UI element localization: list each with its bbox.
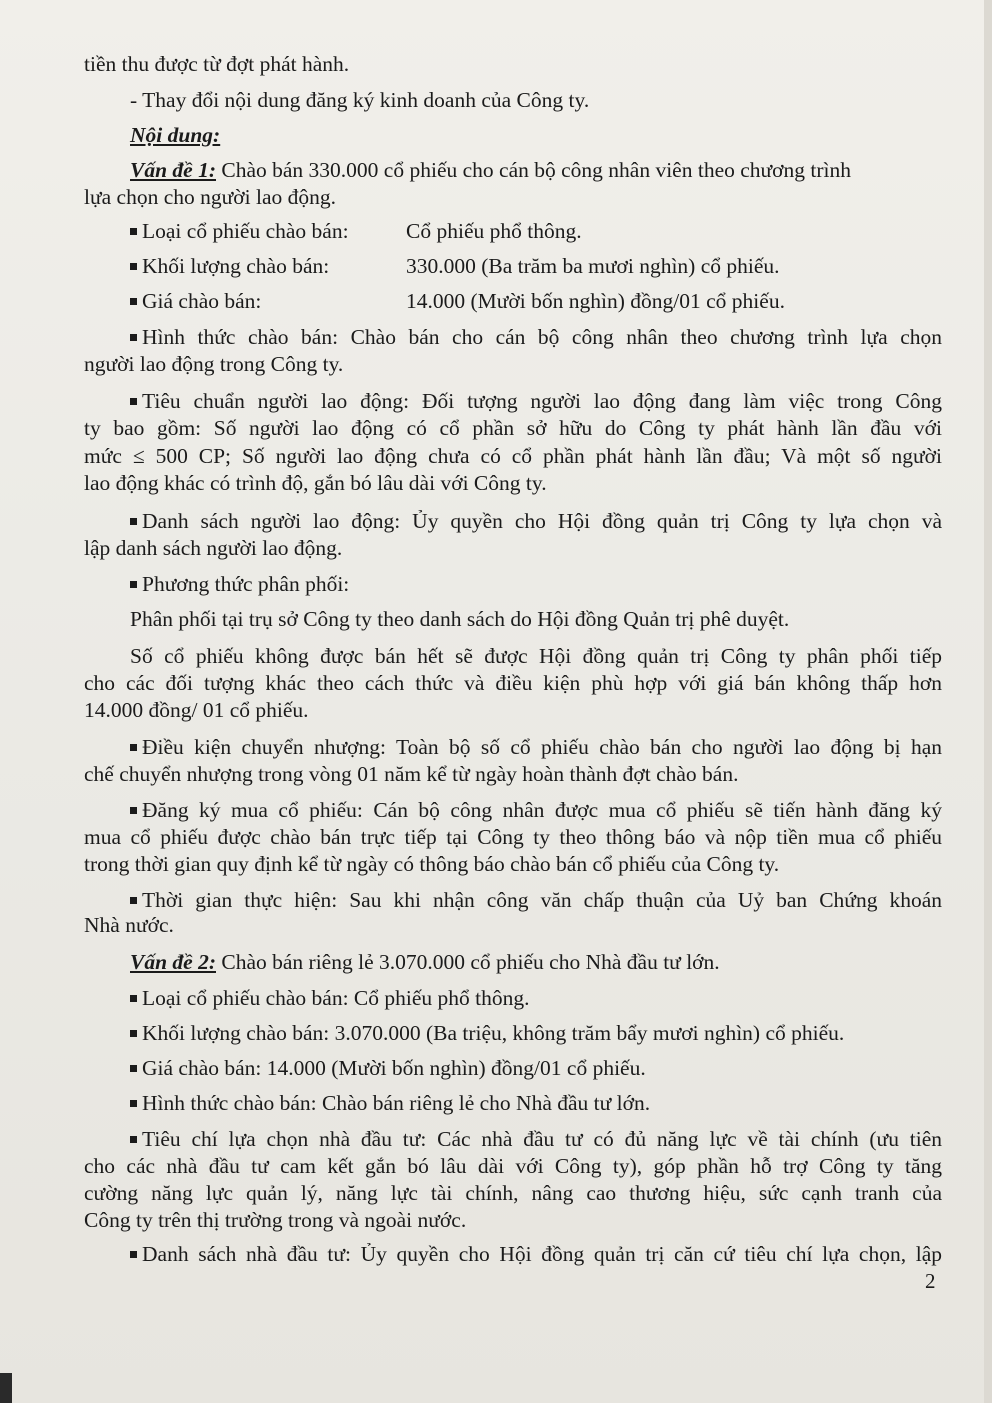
text-line: mua cổ phiếu được chào bán trực tiếp tại Công ty theo thông báo và nộp tiền mua cổ phiếu xyxy=(84,825,942,849)
text-line: lựa chọn cho người lao động. xyxy=(84,185,337,209)
text-line: lập danh sách người lao động. xyxy=(84,536,343,560)
bullet-line xyxy=(130,387,942,415)
paper-corner-shadow xyxy=(0,1373,12,1403)
issue-1-paragraph xyxy=(130,156,942,184)
bullet-square-icon xyxy=(130,581,137,588)
bullet-square-icon xyxy=(130,1065,137,1072)
section-heading: Nội dung: xyxy=(130,123,221,147)
bullet-square-icon xyxy=(130,334,137,341)
text-line: ty bao gồm: Số người lao động có cổ phần sở hữu do Công ty phát hành lần đầu với xyxy=(84,416,942,440)
issue-2-heading: Vấn đề 2: xyxy=(130,950,216,974)
bullet-square-icon xyxy=(130,897,137,904)
bullet-square-icon xyxy=(130,995,137,1002)
issue-1-title: Chào bán 330.000 cổ phiếu cho cán bộ công nhân viên theo chương trình xyxy=(216,158,852,182)
text-line: tiền thu được từ đợt phát hành. xyxy=(84,52,350,76)
bullet-line xyxy=(130,507,942,535)
issue-2-title: Chào bán riêng lẻ 3.070.000 cổ phiếu cho Nhà đầu tư lớn. xyxy=(216,950,720,974)
bullet-line xyxy=(130,570,942,598)
bullet-line xyxy=(130,733,942,761)
text-line: lao động khác có trình độ, gắn bó lâu dài với Công ty. xyxy=(84,471,547,495)
kv-row xyxy=(130,217,582,245)
bullet-square-icon xyxy=(130,228,137,235)
bullet-square-icon xyxy=(130,807,137,814)
bullet-square-icon xyxy=(130,1030,137,1037)
bullet-text: Loại cổ phiếu chào bán: Cổ phiếu phổ thông. xyxy=(142,986,530,1010)
kv-key: Giá chào bán: xyxy=(142,289,262,313)
text-line: Nhà nước. xyxy=(84,913,174,937)
kv-key: Loại cổ phiếu chào bán: xyxy=(142,219,349,243)
bullet-text: Giá chào bán: 14.000 (Mười bốn nghìn) đồng/01 cổ phiếu. xyxy=(142,1056,646,1080)
text-line: cường năng lực quản lý, năng lực tài chính, nâng cao thương hiệu, sức cạnh tranh của xyxy=(84,1181,942,1205)
bullet-line xyxy=(130,1240,942,1268)
page-number: 2 xyxy=(925,1269,936,1293)
bullet-text: Tiêu chuẩn người lao động: Đối tượng người lao động đang làm việc trong Công xyxy=(142,389,942,413)
bullet-text: Danh sách người lao động: Ủy quyền cho Hội đồng quản trị Công ty lựa chọn và xyxy=(142,509,942,533)
bullet-text: Tiêu chí lựa chọn nhà đầu tư: Các nhà đầu tư có đủ năng lực về tài chính (ưu tiên xyxy=(142,1127,942,1151)
bullet-square-icon xyxy=(130,744,137,751)
kv-row xyxy=(130,252,780,280)
bullet-text: Hình thức chào bán: Chào bán cho cán bộ công nhân theo chương trình lựa chọn xyxy=(142,325,942,349)
bullet-text: Khối lượng chào bán: 3.070.000 (Ba triệu, không trăm bẩy mươi nghìn) cổ phiếu. xyxy=(142,1021,845,1045)
kv-value: Cổ phiếu phổ thông. xyxy=(406,219,582,243)
bullet-text: Danh sách nhà đầu tư: Ủy quyền cho Hội đồng quản trị căn cứ tiêu chí lựa chọn, lập xyxy=(142,1242,942,1266)
bullet-text: Phương thức phân phối: xyxy=(142,572,350,596)
text-line: cho các nhà đầu tư cam kết gắn bó lâu dài với Công ty), góp phần hỗ trợ Công ty tăng xyxy=(84,1154,942,1178)
kv-value: 14.000 (Mười bốn nghìn) đồng/01 cổ phiếu. xyxy=(406,289,785,313)
paper-edge xyxy=(984,0,992,1403)
bullet-square-icon xyxy=(130,1136,137,1143)
bullet-square-icon xyxy=(130,1251,137,1258)
kv-key: Khối lượng chào bán: xyxy=(142,254,330,278)
bullet-line xyxy=(130,1019,942,1047)
text-line: Số cổ phiếu không được bán hết sẽ được Hội đồng quản trị Công ty phân phối tiếp xyxy=(130,644,942,668)
text-line: 14.000 đồng/ 01 cổ phiếu. xyxy=(84,698,309,722)
bullet-line xyxy=(130,796,942,824)
bullet-line xyxy=(130,984,942,1012)
issue-1-heading: Vấn đề 1: xyxy=(130,158,216,182)
issue-2-paragraph xyxy=(130,948,942,976)
kv-row xyxy=(130,287,785,315)
bullet-square-icon xyxy=(130,263,137,270)
text-line: cho các đối tượng khác theo cách thức và điều kiện phù hợp với giá bán không thấp hơn xyxy=(84,671,942,695)
text-line: chế chuyển nhượng trong vòng 01 năm kể từ ngày hoàn thành đợt chào bán. xyxy=(84,762,739,786)
text-line: Công ty trên thị trường trong và ngoài nước. xyxy=(84,1208,467,1232)
bullet-square-icon xyxy=(130,298,137,305)
bullet-square-icon xyxy=(130,398,137,405)
bullet-square-icon xyxy=(130,1100,137,1107)
bullet-text: Thời gian thực hiện: Sau khi nhận công văn chấp thuận của Uỷ ban Chứng khoán xyxy=(142,888,942,912)
bullet-line xyxy=(130,1054,942,1082)
bullet-text: Điều kiện chuyển nhượng: Toàn bộ số cổ phiếu chào bán cho người lao động bị hạn xyxy=(142,735,942,759)
text-line: trong thời gian quy định kể từ ngày có thông báo chào bán cổ phiếu của Công ty. xyxy=(84,852,780,876)
bullet-line xyxy=(130,1125,942,1153)
bullet-line xyxy=(130,1089,942,1117)
bullet-line xyxy=(130,886,942,914)
kv-value: 330.000 (Ba trăm ba mươi nghìn) cổ phiếu. xyxy=(406,254,780,278)
text-line: Phân phối tại trụ sở Công ty theo danh sách do Hội đồng Quản trị phê duyệt. xyxy=(130,607,790,631)
text-line: - Thay đổi nội dung đăng ký kinh doanh của Công ty. xyxy=(130,88,590,112)
bullet-text: Hình thức chào bán: Chào bán riêng lẻ cho Nhà đầu tư lớn. xyxy=(142,1091,651,1115)
bullet-square-icon xyxy=(130,518,137,525)
text-line: người lao động trong Công ty. xyxy=(84,352,344,376)
text-line: mức ≤ 500 CP; Số người lao động chưa có cổ phần phát hành lần đầu; Và một số người xyxy=(84,444,942,468)
bullet-line xyxy=(130,323,942,351)
bullet-text: Đăng ký mua cổ phiếu: Cán bộ công nhân được mua cổ phiếu sẽ tiến hành đăng ký xyxy=(142,798,942,822)
